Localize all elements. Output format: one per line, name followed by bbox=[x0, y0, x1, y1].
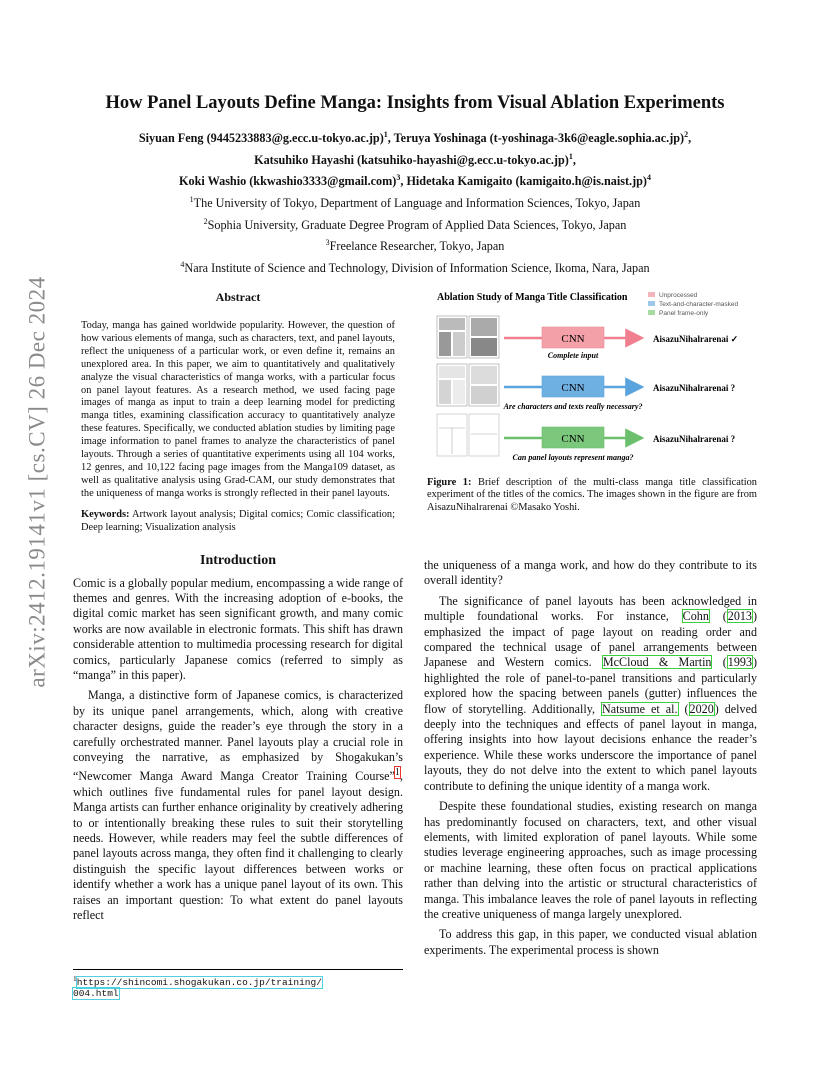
intro-paragraph-1: Comic is a globally popular medium, encompassing a wide range of themes and genres. With the increasing adoption of e-books, the digital comic market has seen significant growth, and many comic works are now available in electronic formats. This shift has drawn considerable attention to multimedia processing research for digital comics, particularly Japanese comics (referred to simply as “manga” in this paper). bbox=[73, 575, 403, 682]
output-masked: AisazuNihalrarenai ? bbox=[653, 383, 736, 393]
author-feng: Siyuan Feng (9445233883@g.ecc.u-tokyo.ac.jp) bbox=[138, 131, 384, 146]
cite-cohn-link[interactable]: Cohn bbox=[682, 609, 709, 624]
note-frame: Can panel layouts represent manga? bbox=[512, 453, 634, 462]
author-washio: Koki Washio (kkwashio3333@gmail.com) bbox=[179, 174, 397, 189]
paper-title: How Panel Layouts Define Manga: Insights from Visual Ablation Experiments bbox=[105, 93, 725, 113]
left-column bbox=[73, 290, 403, 923]
cite-mccloud-link[interactable]: McCloud & Martin bbox=[602, 655, 712, 670]
author-block bbox=[60, 126, 770, 278]
footnote-url-link-cont[interactable]: 004.html bbox=[73, 988, 119, 999]
right-paragraph-1: the uniqueness of a manga work, and how do they contribute to its overall identity? bbox=[424, 558, 757, 588]
figure-1 bbox=[424, 286, 757, 471]
footnote-url-link[interactable]: https://shincomi.shogakukan.co.jp/training/ bbox=[76, 977, 322, 988]
footnote-number: 1 bbox=[73, 974, 77, 983]
intro-heading: Introduction bbox=[200, 552, 276, 568]
manga-thumb-frame-only bbox=[437, 414, 499, 456]
manga-thumb-complete bbox=[437, 316, 499, 358]
output-complete: AisazuNihalrarenai ✓ bbox=[653, 334, 739, 344]
author-washio-sup: 3 bbox=[396, 173, 401, 183]
right-paragraph-2: The significance of panel layouts has been acknowledged in multiple foundational works. For instance, Cohn (2013) emphasized the impact of page layout on reading order and compared the technical usage of panel arrangements between Japanese and Western comics. McCloud & Martin (1993) highlighted the role of panel-to-panel transitions and particularly explored how the spacing between panels (gutter) influences the flow of storytelling. Additionally, Natsume et al. (2020) delved deeply into the techniques and effects of panel layout in manga, offering insights into how layout decisions enhance the reader’s experience. While these works underscore the importance of panel layouts, they do not delve into the extent to which panel layouts contribute to defining the unique identity of a manga work. bbox=[424, 593, 758, 793]
figure-caption-label: Figure 1: bbox=[427, 477, 472, 488]
note-complete: Complete input bbox=[547, 351, 599, 360]
author-line-1: Siyuan Feng (9445233883@g.ecc.u-tokyo.ac.jp)$^1$, Teruya Yoshinaga (t-yoshinaga-3k6@eagle.sophia.ac.jp)$^2$, bbox=[138, 130, 692, 146]
author-feng-sup: 1 bbox=[383, 130, 388, 139]
manga-thumb-masked bbox=[437, 364, 499, 406]
figure-legend bbox=[648, 292, 738, 317]
abstract-body: Today, manga has gained worldwide popularity. However, the question of how various elements of manga, such as characters, text, and panel layouts, reflect the uniqueness of a particular work, or even define it, remains an unexplored area. In this paper, we aim to quantitatively and qualitatively analyze the visual characteristics of manga works, with a particular focus on panel layout features. As a research method, we used facing page images of manga as input to train a deep learning model for predicting manga titles, examining classification accuracy to quantitatively analyze these features. Specifically, we conducted ablation studies by limiting page image information to panel frames to analyze the characteristics of panel layouts. Through a series of quantitative experiments using all 104 works, 12 genres, and 10,122 facing page images from the Manga109 dataset, as well as qualitative analysis using Grad-CAM, our study demonstrates that the uniqueness of manga works is strongly reflected in their panel layouts. bbox=[81, 320, 395, 499]
footnote-ref-link[interactable]: 1 bbox=[394, 767, 400, 779]
footnote bbox=[73, 969, 403, 999]
right-paragraph-3: Despite these foundational studies, existing research on manga has predominantly focused on characters, text, and other visual elements, with limited exploration of panel layouts. While some studies leverage engineering approaches, such as image processing or machine learning, these often focus on practical applications rather than delving into the artistic or structural characteristics of manga. This imbalance leaves the role of panel layouts in reflecting the creative uniqueness of manga largely unexplored. bbox=[424, 799, 757, 921]
legend-label-masked: Text-and-character-masked bbox=[659, 301, 739, 308]
figure-heading: Ablation Study of Manga Title Classification bbox=[437, 292, 628, 303]
author-line-2: Katsuhiko Hayashi (katsuhiko-hayashi@g.ecc.u-tokyo.ac.jp)$^1$, bbox=[254, 151, 576, 167]
legend-swatch-masked bbox=[648, 301, 655, 306]
affiliation-1: $^1$The University of Tokyo, Department of Language and Information Sciences, Tokyo, Japan bbox=[189, 194, 641, 211]
author-yoshinaga-sup: 2 bbox=[684, 130, 689, 139]
legend-swatch-frame bbox=[648, 310, 655, 315]
author-yoshinaga: Teruya Yoshinaga (t-yoshinaga-3k6@eagle.sophia.ac.jp) bbox=[393, 131, 685, 146]
legend-label-unprocessed: Unprocessed bbox=[659, 292, 698, 299]
author-kamigaito-sup: 4 bbox=[646, 173, 651, 183]
figure-1-diagram bbox=[424, 286, 757, 471]
affiliation-2: $^2$Sophia University, Graduate Degree Program of Applied Data Sciences, Tokyo, Japan bbox=[203, 216, 627, 232]
figure-caption-text: Brief description of the multi-class manga title classification experiment of the titles of the comics. The images shown in the figure are from AisazuNihalrarenai ©Masako Yoshi. bbox=[427, 477, 757, 513]
cite-mccloud-year-link[interactable]: 1993 bbox=[727, 655, 752, 670]
affiliation-3: $^3$Freelance Researcher, Tokyo, Japan bbox=[325, 238, 505, 254]
note-masked: Are characters and texts really necessary? bbox=[503, 402, 643, 411]
cite-natsume-link[interactable]: Natsume et al. bbox=[602, 701, 678, 716]
cite-cohn-year-link[interactable]: 2013 bbox=[727, 609, 752, 624]
arxiv-stamp bbox=[22, 276, 54, 688]
abstract-heading: Abstract bbox=[215, 290, 261, 304]
author-kamigaito: Hidetaka Kamigaito (kamigaito.h@is.naist.jp) bbox=[406, 174, 647, 189]
figure-1-caption bbox=[427, 477, 757, 514]
author-hayashi-sup: 1 bbox=[568, 151, 573, 161]
legend-label-frame: Panel frame-only bbox=[659, 310, 709, 317]
arxiv-stamp-text: arXiv:2412.19141v1 [cs.CV] 26 Dec 2024 bbox=[25, 276, 50, 688]
affiliation-4: $^4$Nara Institute of Science and Technology, Division of Information Science, Ikoma, Nara, Japan bbox=[180, 259, 650, 275]
cite-natsume-year-link[interactable]: 2020 bbox=[689, 701, 714, 716]
right-paragraph-4: To address this gap, in this paper, we conducted visual ablation experiments. The experimental process is shown bbox=[424, 927, 757, 957]
author-hayashi: Katsuhiko Hayashi (katsuhiko-hayashi@g.ecc.u-tokyo.ac.jp) bbox=[254, 152, 569, 167]
right-column bbox=[424, 558, 757, 958]
keywords: Keywords: Artwork layout analysis; Digital comics; Comic classification; Deep learning; Visualization analysis bbox=[81, 508, 395, 533]
cnn-label-complete: CNN bbox=[561, 333, 585, 345]
output-frame: AisazuNihalrarenai ? bbox=[653, 434, 736, 444]
cnn-label-frame: CNN bbox=[561, 433, 585, 445]
author-line-3: Koki Washio (kkwashio3333@gmail.com)$^3$, Hidetaka Kamigaito (kamigaito.h@is.naist.jp)$^4$ bbox=[179, 173, 651, 189]
cnn-label-masked: CNN bbox=[561, 382, 585, 394]
intro-paragraph-2: Manga, a distinctive form of Japanese comics, is characterized by its unique panel arrangements, which, along with creative character designs, guide the reader’s eye through the story in a carefully orchestrated manner. Panel layouts play a crucial role in conveying the narrative, as emphasized by Shogakukan’s “Newcomer Manga Award Manga Creator Training Course”$^1$, which outlines five fundamental rules for panel layout design. Manga artists can further enhance originality by creatively adhering to or intentionally breaking these rules to suit their storytelling needs. However, while readers may feel the subtle differences of panel layouts across manga, they often find it challenging to clearly distinguish the specific layout differences between works or identify whether a work has a unique panel layout of its own. This raises an important question: To what extent do panel layouts reflect bbox=[73, 688, 403, 923]
legend-swatch-unprocessed bbox=[648, 292, 655, 297]
